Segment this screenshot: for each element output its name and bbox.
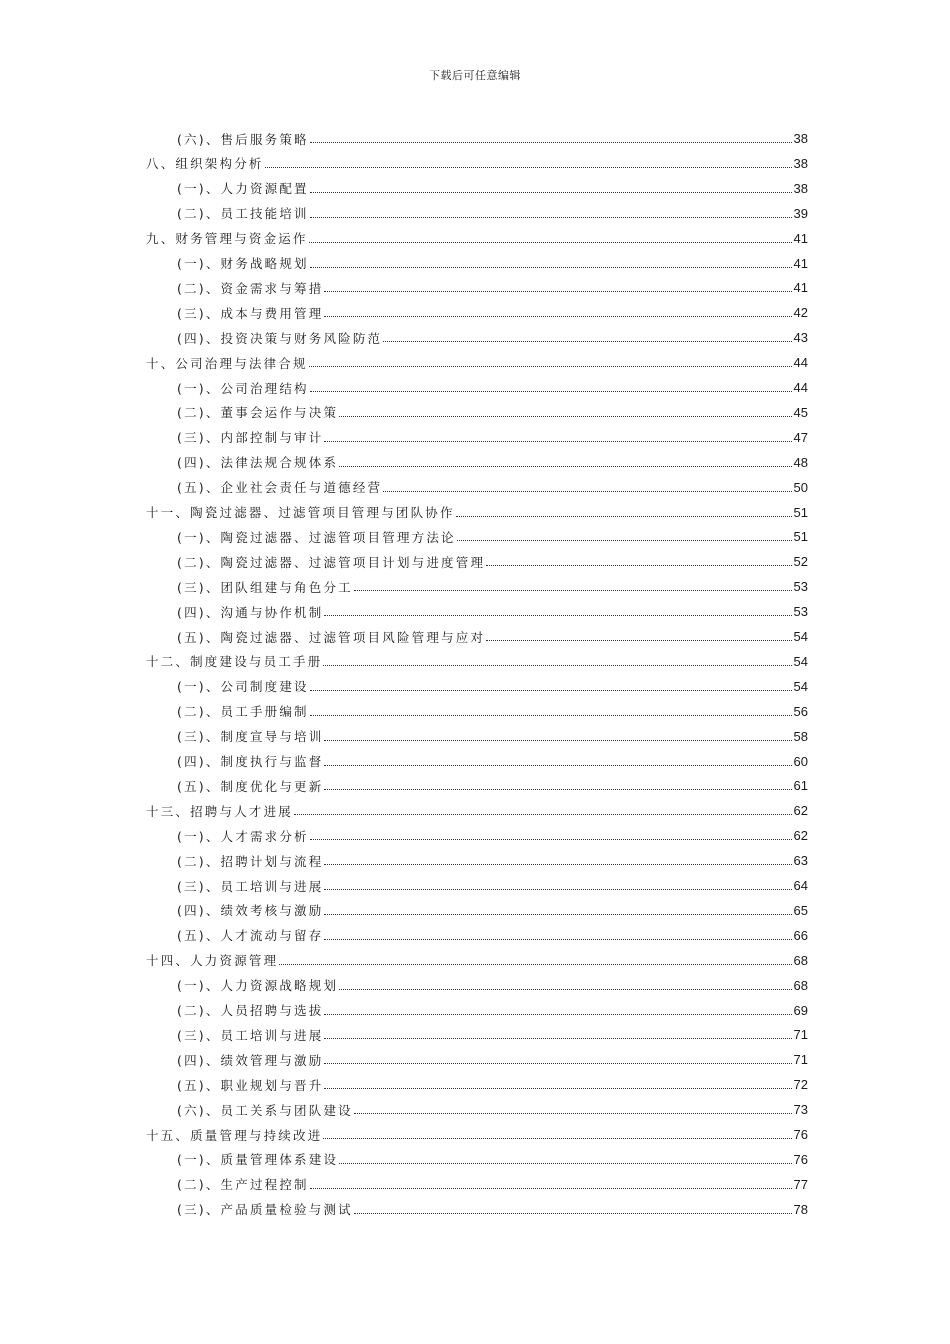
toc-entry-title: 八、组织架构分析 (146, 156, 264, 172)
toc-entry-title: (四)、绩效考核与激励 (177, 903, 324, 919)
toc-page-number: 56 (793, 703, 808, 719)
toc-entry-title: (一)、公司制度建设 (177, 679, 309, 695)
toc-dot-leader (339, 415, 791, 417)
toc-entry-title: (二)、招聘计划与流程 (177, 853, 324, 869)
toc-dot-leader (324, 764, 791, 766)
toc-chapter-entry[interactable] (146, 151, 808, 176)
toc-entry-title: (二)、陶瓷过滤器、过滤管项目计划与进度管理 (177, 554, 486, 570)
toc-page-number: 58 (793, 728, 808, 744)
toc-dot-leader (324, 1062, 791, 1064)
toc-page-number: 51 (793, 529, 808, 545)
toc-page-number: 76 (793, 1127, 808, 1142)
toc-dot-leader (310, 390, 792, 392)
toc-entry-title: 十一、陶瓷过滤器、过滤管项目管理与团队协作 (146, 505, 455, 520)
toc-entry-title: (五)、职业规划与晋升 (177, 1077, 324, 1093)
toc-section-entry[interactable] (177, 749, 808, 774)
toc-dot-leader (324, 290, 791, 292)
toc-section-entry[interactable] (177, 998, 808, 1023)
toc-dot-leader (456, 515, 792, 517)
toc-section-entry[interactable] (177, 699, 808, 724)
toc-page-number: 45 (793, 404, 808, 420)
toc-entry-title: (四)、绩效管理与激励 (177, 1052, 324, 1068)
toc-page-number: 44 (793, 355, 808, 371)
toc-dot-leader (324, 1013, 791, 1015)
toc-dot-leader (354, 589, 792, 591)
toc-page-number: 60 (793, 753, 808, 769)
toc-page-number: 63 (793, 853, 808, 869)
toc-dot-leader (324, 614, 791, 616)
toc-section-entry[interactable] (177, 923, 808, 948)
toc-section-entry[interactable] (177, 549, 808, 574)
toc-dot-leader (310, 714, 792, 716)
toc-page-number: 54 (793, 653, 808, 669)
toc-entry-title: 十四、人力资源管理 (146, 953, 279, 969)
toc-page-number: 72 (793, 1077, 808, 1093)
toc-entry-title: (五)、企业社会责任与道德经营 (177, 480, 383, 496)
toc-chapter-entry[interactable] (146, 948, 808, 973)
toc-entry-title: (二)、人员招聘与选拔 (177, 1003, 324, 1018)
toc-entry-title: 十二、制度建设与员工手册 (146, 654, 323, 670)
toc-chapter-entry[interactable] (146, 1122, 808, 1147)
toc-dot-leader (354, 1112, 792, 1114)
toc-entry-title: (一)、财务战略规划 (177, 256, 309, 271)
toc-dot-leader (339, 988, 791, 990)
toc-page-number: 71 (793, 1027, 808, 1043)
toc-entry-title: (三)、团队组建与角色分工 (177, 579, 353, 595)
toc-entry-title: (四)、沟通与协作机制 (177, 604, 324, 620)
toc-page-number: 51 (793, 504, 808, 520)
toc-section-entry[interactable] (177, 1172, 808, 1197)
toc-entry-title: (四)、投资决策与财务风险防范 (177, 330, 383, 346)
toc-section-entry[interactable] (177, 176, 808, 201)
toc-dot-leader (310, 216, 792, 218)
page-header: 下载后可任意编辑 (429, 69, 521, 82)
toc-dot-leader (323, 664, 791, 666)
toc-dot-leader (324, 315, 791, 317)
toc-entry-title: (一)、人力资源战略规划 (177, 978, 339, 994)
toc-dot-leader (324, 440, 791, 442)
toc-section-entry[interactable] (177, 126, 808, 151)
toc-section-entry[interactable] (177, 201, 808, 226)
toc-entry-title: 九、财务管理与资金运作 (146, 231, 308, 247)
toc-entry-title: (二)、员工手册编制 (177, 704, 309, 720)
toc-dot-leader (323, 1137, 791, 1139)
toc-entry-title: 十三、招聘与人才进展 (146, 803, 294, 819)
toc-dot-leader (310, 838, 792, 840)
toc-page-number: 44 (793, 380, 808, 395)
toc-dot-leader (339, 1162, 791, 1164)
toc-page-number: 62 (793, 803, 808, 819)
toc-page-number: 66 (793, 927, 808, 943)
toc-page-number: 38 (793, 180, 808, 196)
toc-dot-leader (324, 739, 791, 741)
toc-section-entry[interactable] (177, 251, 808, 276)
toc-dot-leader (383, 340, 791, 342)
toc-page-number: 54 (793, 629, 808, 644)
toc-dot-leader (309, 241, 792, 243)
toc-dot-leader (324, 1037, 791, 1039)
toc-entry-title: (三)、制度宣导与培训 (177, 729, 324, 745)
toc-page-number: 73 (793, 1102, 808, 1118)
toc-page-number: 50 (793, 479, 808, 495)
toc-section-entry[interactable] (177, 674, 808, 699)
toc-entry-title: (四)、制度执行与监督 (177, 754, 324, 769)
toc-section-entry[interactable] (177, 1072, 808, 1097)
toc-section-entry[interactable] (177, 574, 808, 599)
toc-section-entry[interactable] (177, 773, 808, 798)
toc-dot-leader (324, 888, 791, 890)
toc-dot-leader (310, 266, 792, 268)
toc-dot-leader (324, 863, 791, 865)
toc-page-number: 65 (793, 902, 808, 918)
toc-section-entry[interactable] (177, 724, 808, 749)
toc-dot-leader (457, 539, 792, 541)
toc-entry-title: 十、公司治理与法律合规 (146, 355, 308, 371)
toc-section-entry[interactable] (177, 400, 808, 425)
toc-dot-leader (310, 191, 792, 193)
toc-entry-title: 十五、质量管理与持续改进 (146, 1127, 323, 1143)
toc-entry-title: (一)、人力资源配置 (177, 181, 309, 197)
toc-chapter-entry[interactable] (146, 649, 808, 674)
toc-section-entry[interactable] (177, 524, 808, 549)
toc-entry-title: (三)、员工培训与进展 (177, 1027, 324, 1043)
toc-page-number: 61 (793, 778, 808, 794)
toc-dot-leader (265, 166, 792, 168)
toc-page-number: 39 (793, 205, 808, 221)
toc-chapter-entry[interactable] (146, 500, 808, 525)
toc-entry-title: (五)、人才流动与留存 (177, 928, 324, 944)
toc-dot-leader (309, 365, 792, 367)
toc-page-number: 68 (793, 977, 808, 993)
toc-dot-leader (294, 813, 792, 815)
toc-page-number: 62 (793, 828, 808, 844)
toc-entry-title: (五)、制度优化与更新 (177, 778, 324, 794)
toc-dot-leader (383, 490, 791, 492)
toc-entry-title: (一)、质量管理体系建设 (177, 1152, 339, 1168)
toc-page-number: 64 (793, 878, 808, 893)
toc-section-entry[interactable] (177, 1097, 808, 1122)
toc-page-number: 54 (793, 678, 808, 694)
toc-dot-leader (354, 1212, 792, 1214)
toc-dot-leader (324, 1087, 791, 1089)
toc-entry-title: (二)、员工技能培训 (177, 206, 309, 222)
toc-section-entry[interactable] (177, 450, 808, 475)
toc-section-entry[interactable] (177, 624, 808, 649)
toc-dot-leader (339, 465, 791, 467)
toc-section-entry[interactable] (177, 898, 808, 923)
toc-page-number: 69 (793, 1002, 808, 1018)
toc-page-number: 38 (793, 155, 808, 171)
toc-dot-leader (310, 141, 792, 143)
toc-section-entry[interactable] (177, 823, 808, 848)
toc-page-number: 76 (793, 1151, 808, 1167)
toc-entry-title: (二)、资金需求与筹措 (177, 280, 324, 296)
toc-page-number: 42 (793, 305, 808, 321)
toc-entry-title: (三)、成本与费用管理 (177, 305, 324, 321)
toc-section-entry[interactable] (177, 275, 808, 300)
toc-section-entry[interactable] (177, 475, 808, 500)
toc-chapter-entry[interactable] (146, 350, 808, 375)
toc-page-number: 52 (793, 554, 808, 570)
toc-section-entry[interactable] (177, 973, 808, 998)
toc-entry-title: (二)、生产过程控制 (177, 1177, 309, 1193)
toc-dot-leader (324, 788, 791, 790)
toc-entry-title: (一)、人才需求分析 (177, 828, 309, 844)
toc-entry-title: (三)、内部控制与审计 (177, 430, 324, 446)
toc-page-number: 41 (793, 280, 808, 296)
toc-section-entry[interactable] (177, 300, 808, 325)
toc-page-number: 53 (793, 604, 808, 620)
toc-section-entry[interactable] (177, 599, 808, 624)
toc-dot-leader (486, 639, 791, 641)
toc-page-number: 77 (793, 1176, 808, 1192)
toc-chapter-entry[interactable] (146, 226, 808, 251)
toc-chapter-entry[interactable] (146, 798, 808, 823)
toc-dot-leader (324, 938, 791, 940)
toc-entry-title: (一)、陶瓷过滤器、过滤管项目管理方法论 (177, 529, 456, 545)
toc-section-entry[interactable] (177, 375, 808, 400)
toc-dot-leader (324, 913, 791, 915)
toc-page-number: 68 (793, 952, 808, 968)
toc-dot-leader (310, 689, 792, 691)
toc-section-entry[interactable] (177, 848, 808, 873)
toc-entry-title: (三)、员工培训与进展 (177, 878, 324, 894)
toc-section-entry[interactable] (177, 873, 808, 898)
toc-page-number: 43 (793, 330, 808, 346)
toc-section-entry[interactable] (177, 325, 808, 350)
toc-page-number: 41 (793, 255, 808, 271)
toc-section-entry[interactable] (177, 1022, 808, 1047)
toc-entry-title: (六)、售后服务策略 (177, 131, 309, 147)
toc-page-number: 71 (793, 1052, 808, 1068)
toc-page-number: 53 (793, 579, 808, 595)
toc-page-number: 41 (793, 230, 808, 246)
toc-section-entry[interactable] (177, 425, 808, 450)
toc-page-number: 47 (793, 429, 808, 445)
toc-entry-title: (二)、董事会运作与决策 (177, 405, 339, 421)
toc-entry-title: (五)、陶瓷过滤器、过滤管项目风险管理与应对 (177, 629, 486, 645)
toc-dot-leader (279, 963, 791, 965)
toc-page-number: 38 (793, 131, 808, 146)
toc-page-number: 78 (793, 1201, 808, 1217)
toc-entry-title: (三)、产品质量检验与测试 (177, 1202, 353, 1218)
toc-entry-title: (一)、公司治理结构 (177, 380, 309, 396)
toc-section-entry[interactable] (177, 1197, 808, 1222)
toc-entry-title: (四)、法律法规合规体系 (177, 455, 339, 471)
toc-section-entry[interactable] (177, 1047, 808, 1072)
toc-page-number: 48 (793, 454, 808, 470)
toc-section-entry[interactable] (177, 1147, 808, 1172)
toc-dot-leader (310, 1187, 792, 1189)
toc-entry-title: (六)、员工关系与团队建设 (177, 1102, 353, 1118)
toc-dot-leader (486, 564, 791, 566)
